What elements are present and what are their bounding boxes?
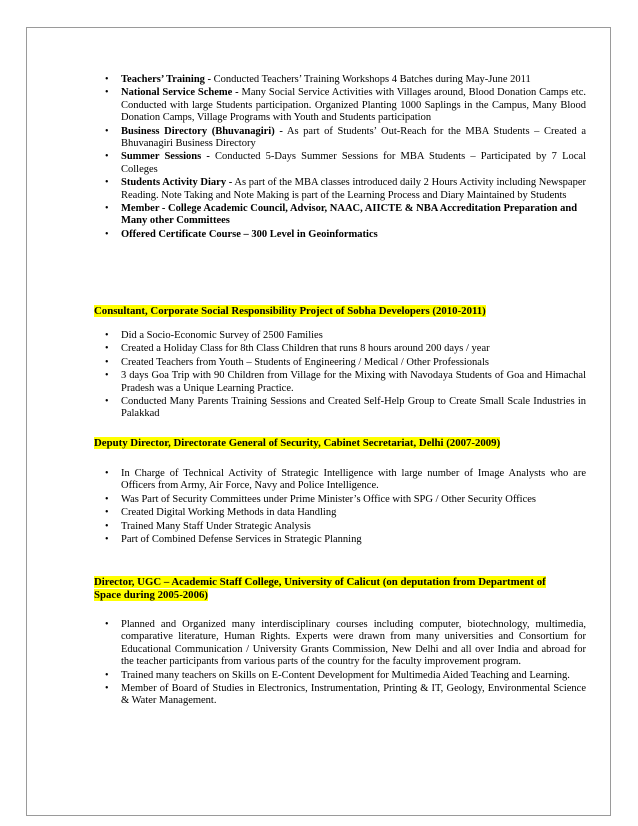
section-heading-consultant: Consultant, Corporate Social Responsibility Project of Sobha Developers (2010-2011) xyxy=(94,305,486,317)
list-item: • Teachers’ Training - Conducted Teachers’ Training Workshops 4 Batches during May-June 2011 xyxy=(101,74,586,86)
list-item: • Summer Sessions - Conducted 5-Days Summer Sessions for MBA Students – Participated by 7 Local Colleges xyxy=(101,151,586,176)
list-item: • Created a Holiday Class for 8th Class Children that runs 8 hours around 200 days / year xyxy=(101,343,586,355)
list-item: • Member - College Academic Council, Advisor, NAAC, AIICTE & NBA Accreditation Preparation and Many other Committees xyxy=(101,203,586,228)
section-heading-deputy-director: Deputy Director, Directorate General of Security, Cabinet Secretariat, Delhi (2007-2009) xyxy=(94,437,501,449)
list-item: • Was Part of Security Committees under Prime Minister’s Office with SPG / Other Security Offices xyxy=(101,494,586,506)
list-item: • Part of Combined Defense Services in Strategic Planning xyxy=(101,534,586,546)
consultant-list xyxy=(121,330,586,422)
director-ugc-list xyxy=(121,619,586,709)
list-item: • National Service Scheme - Many Social Service Activities with Villages around, Blood Donation Camps etc. Conducted with large Students participation. Organized Planting 1000 Saplings in the Campus, Many Blood Donation Camps, Village Programs with Youth and Students participation xyxy=(101,87,586,124)
list-item: • Created Digital Working Methods in data Handling xyxy=(101,507,586,519)
list-item: • Member of Board of Studies in Electronics, Instrumentation, Printing & IT, Geology, Environmental Science & Water Management. xyxy=(101,683,586,708)
list-item: • Created Teachers from Youth – Students of Engineering / Medical / Other Professionals xyxy=(101,357,586,369)
list-item: • Offered Certificate Course – 300 Level in Geoinformatics xyxy=(101,229,586,241)
list-item: • Business Directory (Bhuvanagiri) - As part of Students’ Out-Reach for the MBA Students – Created a Bhuvanagiri Business Directory xyxy=(101,126,586,151)
list-item: • Conducted Many Parents Training Sessions and Created Self-Help Group to Create Small Scale Industries in Palakkad xyxy=(101,396,586,421)
activities-list xyxy=(121,74,586,242)
deputy-director-list xyxy=(121,468,586,547)
list-item: • Trained Many Staff Under Strategic Analysis xyxy=(101,521,586,533)
list-item: • 3 days Goa Trip with 90 Children from Village for the Mixing with Navodaya Students of Goa and Himachal Pradesh was a Unique Learning Practice. xyxy=(101,370,586,395)
list-item: • Planned and Organized many interdisciplinary courses including computer, biotechnology, multimedia, comparative literature, Human Rights. Experts were drawn from many universities and Consortium for Educational Communication / University Grants Commission, New Delhi and all over India and abroad for the teacher participants from various parts of the country for the faculty improvement program. xyxy=(101,619,586,669)
section-heading-director-ugc: Director, UGC – Academic Staff College, University of Calicut (on deputation from Department of Space during 2005-2006) xyxy=(94,576,546,601)
list-item: • In Charge of Technical Activity of Strategic Intelligence with large number of Image Analysts who are Officers from Army, Air Force, Navy and Police Intelligence. xyxy=(101,468,586,493)
list-item: • Trained many teachers on Skills on E-Content Development for Multimedia Aided Teaching and Learning. xyxy=(101,670,586,682)
list-item: • Did a Socio-Economic Survey of 2500 Families xyxy=(101,330,586,342)
list-item: • Students Activity Diary - As part of the MBA classes introduced daily 2 Hours Activity including Newspaper Reading. Note Taking and Note Making is part of the Learning Process and Diary Maintained by Students xyxy=(101,177,586,202)
